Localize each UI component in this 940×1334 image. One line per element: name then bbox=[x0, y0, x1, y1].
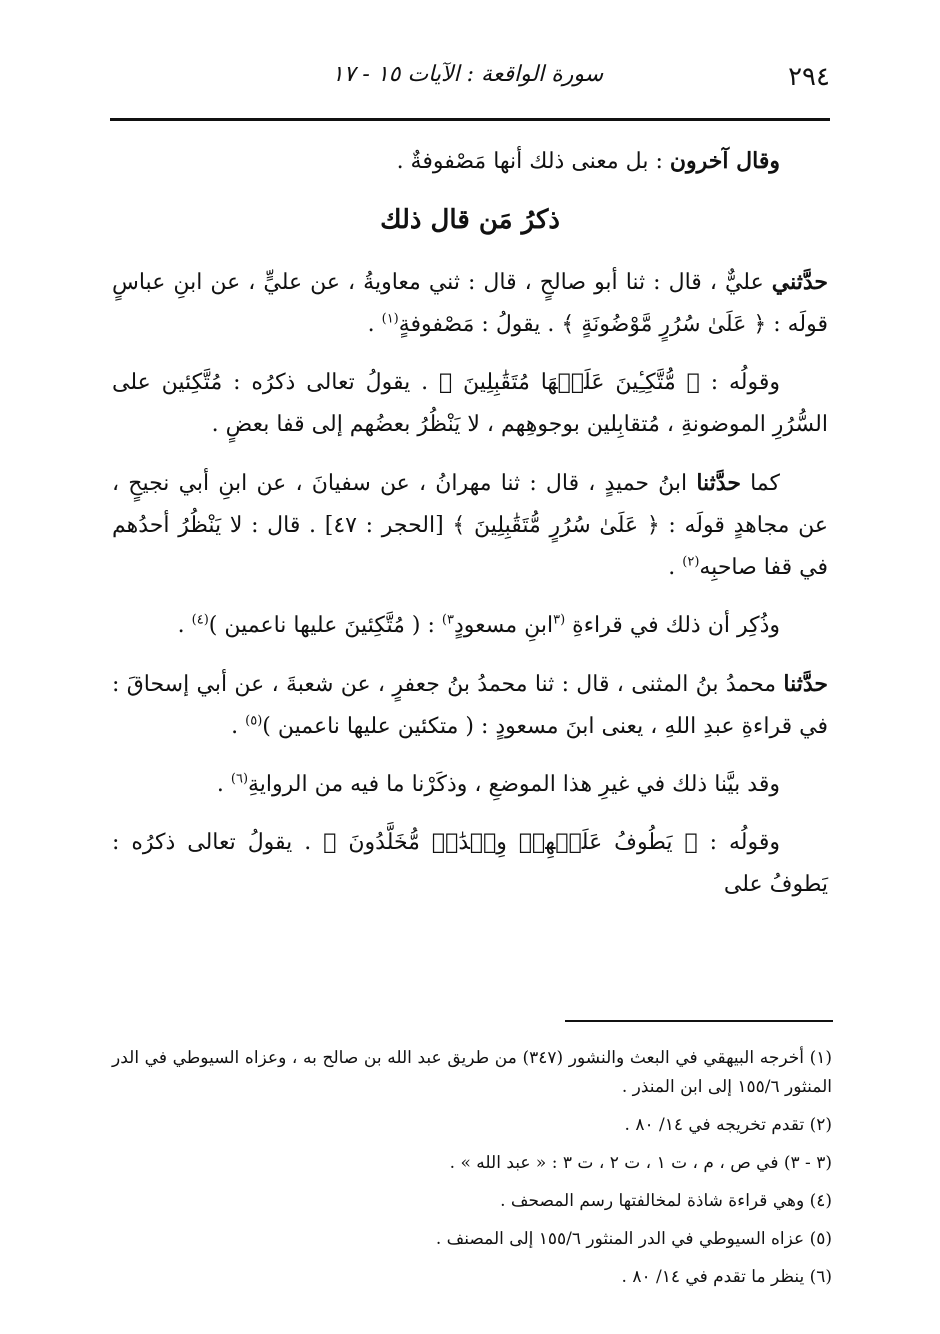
footnote-ref: (٣ bbox=[553, 612, 566, 628]
paragraph-text: : بل معنى ذلك أنها مَصْفوفةٌ . bbox=[396, 149, 670, 174]
paragraph-4 bbox=[112, 462, 828, 589]
bold-lead: حدَّثنا bbox=[696, 470, 741, 496]
footnote-4: (٤) وهي قراءة شاذة لمخالفتها رسم المصحف . bbox=[500, 1191, 832, 1211]
paragraph-5 bbox=[112, 605, 828, 647]
paragraph-end: . bbox=[231, 714, 246, 739]
paragraph-text: عليٌّ ، قال : ثنا أبو صالحٍ ، قال : ثني معاويةُ ، عن عليٍّ ، عن ابنِ عباسٍ قولَه : ﴿ عَلَىٰ سُرُرٍ مَّوْضُونَةٍ ﴾ . يقولُ : مَصْفوفةٍ bbox=[112, 270, 828, 337]
paragraph-3: وقولُه : ﴿ مُّتَّكِـِٔينَ عَلَيۡهَا مُتَقَٰبِلِينَ ﴾ . يقولُ تعالى ذكرُه : مُتَّكِئين على السُّرُرِ الموضونةِ ، مُتقابِلين بوجوهِهم ، لا يَنْظُرُ بعضُهم إلى قفا بعضٍ . bbox=[112, 370, 828, 437]
page-number: ٢٩٤ bbox=[788, 62, 830, 92]
paragraph-text: وذُكِر أن ذلك في قراءةِ bbox=[565, 613, 780, 638]
bold-lead: حدَّثني bbox=[771, 269, 828, 295]
footnote-1: (١) أخرجه البيهقي في البعث والنشور (٣٤٧) من طريق عبد الله بن صالح به ، وعزاه السيوطي في الدر المنثور ١٥٥/٦ إلى ابن المنذر . bbox=[112, 1048, 832, 1097]
footnotes bbox=[112, 1044, 832, 1301]
paragraph-7 bbox=[112, 764, 828, 806]
footnote-rule bbox=[565, 1020, 833, 1022]
footnote-3: (٣ - ٣) في ص ، م ، ت ١ ، ت ٢ ، ت ٣ : « عبد الله » . bbox=[449, 1153, 832, 1173]
section-heading: ذكرُ مَن قال ذلك bbox=[380, 205, 560, 235]
paragraph-text: محمدُ بنُ المثنى ، قال : ثنا محمدُ بنُ جعفرٍ ، عن شعبةَ ، عن أبي إسحاقَ : في قراءةِ عبدِ اللهِ ، يعنى ابنَ مسعودٍ : ( متكئين عليها ناعمين ) bbox=[112, 672, 828, 739]
main-text bbox=[112, 140, 828, 922]
paragraph-text: : ( مُتَّكِئينَ عليها ناعمين ) bbox=[208, 613, 442, 638]
paragraph-text: ابنِ مسعودٍ bbox=[453, 613, 554, 638]
bold-lead: وقال آخرون bbox=[669, 148, 780, 174]
paragraph-text: ابنُ حميدٍ ، قال : ثنا مهرانُ ، عن سفيانَ ، عن ابنِ أبي نجيحٍ ، عن مجاهدٍ قولَه : ﴿ عَلَىٰ سُرُرٍ مُّتَقَٰبِلِينَ ﴾ [الحجر : ٤٧] . قال : لا يَنْظُرُ أحدُهم في قفا صاحبِه bbox=[112, 471, 828, 580]
footnote-ref: ٣) bbox=[441, 612, 454, 628]
footnote-ref: (١) bbox=[381, 311, 399, 327]
footnote-6: (٦) ينظر ما تقدم في ١٤/ ٨٠ . bbox=[621, 1267, 832, 1287]
paragraph-end: . bbox=[177, 613, 192, 638]
paragraph-text: كما bbox=[740, 471, 780, 496]
running-title: سورة الواقعة : الآيات ١٥ - ١٧ bbox=[331, 62, 604, 87]
paragraph-end: . bbox=[367, 312, 382, 337]
paragraph-text: وقد بيَّنا ذلك في غيرِ هذا الموضعِ ، وذكَرْنا ما فيه من الروايةِ bbox=[248, 772, 780, 797]
footnote-ref: (٤) bbox=[191, 612, 209, 628]
paragraph-end: . bbox=[216, 772, 231, 797]
paragraph-6 bbox=[112, 663, 828, 748]
header-rule bbox=[110, 118, 830, 121]
footnote-ref: (٦) bbox=[230, 771, 249, 787]
footnote-2: (٢) تقدم تخريجه في ١٤/ ٨٠ . bbox=[624, 1115, 832, 1135]
paragraph-8: وقولُه : ﴿ يَطُوفُ عَلَيۡهِمۡ وِلۡدَٰنٞ مُّخَلَّدُونَ ﴾ . يقولُ تعالى ذكرُه : يَطوفُ على bbox=[112, 830, 828, 897]
footnote-ref: (٥) bbox=[245, 713, 263, 729]
footnote-ref: (٢) bbox=[682, 554, 700, 570]
paragraph-end: . bbox=[668, 555, 683, 580]
page-header bbox=[105, 62, 830, 102]
bold-lead: حدَّثنا bbox=[783, 671, 828, 697]
footnote-5: (٥) عزاه السيوطي في الدر المنثور ١٥٥/٦ إلى المصنف . bbox=[435, 1229, 832, 1249]
paragraph-1 bbox=[112, 140, 828, 183]
paragraph-2 bbox=[112, 261, 828, 346]
